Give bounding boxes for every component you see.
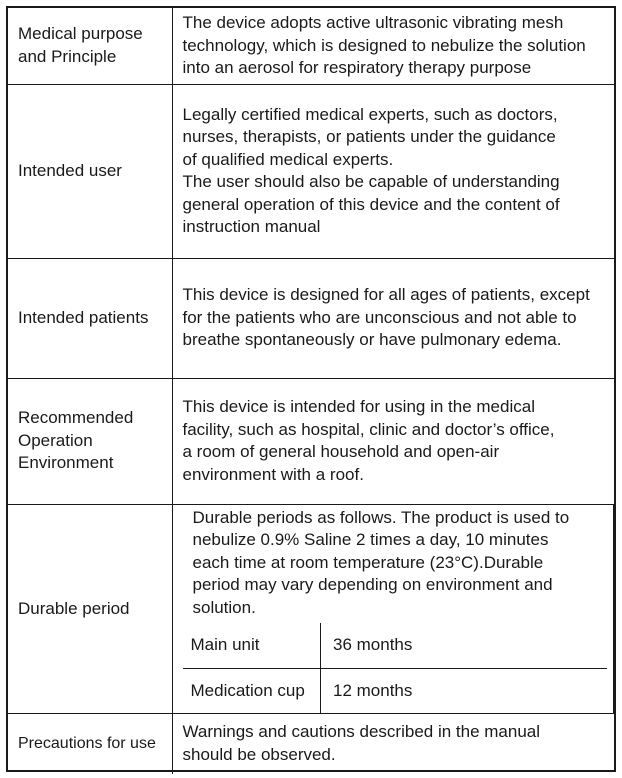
row-label-intended-patients: Intended patients <box>8 258 172 378</box>
part-name: Medication cup <box>183 668 321 713</box>
part-period: 12 months <box>321 668 608 713</box>
spec-table <box>8 8 614 774</box>
part-name: Main unit <box>183 623 321 668</box>
table-row <box>8 258 614 378</box>
table-row <box>8 84 614 258</box>
table-row <box>8 714 614 774</box>
table-row <box>8 8 614 84</box>
row-value-intended-user: Legally certified medical experts, such as doctors, nurses, therapists, or patients under the guidance of qualified medical experts. The user should also be capable of understanding general operation of this device and the content of instruction manual <box>172 84 614 258</box>
table-row <box>183 623 608 668</box>
spec-table-frame <box>6 6 616 772</box>
row-label-precautions: Precautions for use <box>8 714 172 774</box>
table-row <box>8 378 614 504</box>
row-value-medical-purpose: The device adopts active ultrasonic vibrating mesh technology, which is designed to nebulize the solution into an aerosol for respiratory therapy purpose <box>172 8 614 84</box>
row-label-medical-purpose: Medical purpose and Principle <box>8 8 172 84</box>
table-row <box>183 668 608 713</box>
durable-period-subtable <box>183 623 608 713</box>
row-label-durable-period: Durable period <box>8 504 172 714</box>
durable-period-cell <box>172 504 614 714</box>
row-value-durable-period: Durable periods as follows. The product is used to nebulize 0.9% Saline 2 times a day, 10 minutes each time at room temperature (23°C).Durable period may vary depending on environment and solution. <box>192 507 570 617</box>
part-period: 36 months <box>321 623 608 668</box>
row-value-precautions: Warnings and cautions described in the manual should be observed. <box>172 714 614 774</box>
row-label-intended-user: Intended user <box>8 84 172 258</box>
row-label-operation-environment: Recommended Operation Environment <box>8 378 172 504</box>
table-row <box>8 504 614 714</box>
row-value-operation-environment: This device is intended for using in the medical facility, such as hospital, clinic and doctor’s office, a room of general household and open-air environment with a roof. <box>172 378 614 504</box>
row-value-intended-patients: This device is designed for all ages of patients, except for the patients who are unconscious and not able to breathe spontaneously or have pulmonary edema. <box>172 258 614 378</box>
